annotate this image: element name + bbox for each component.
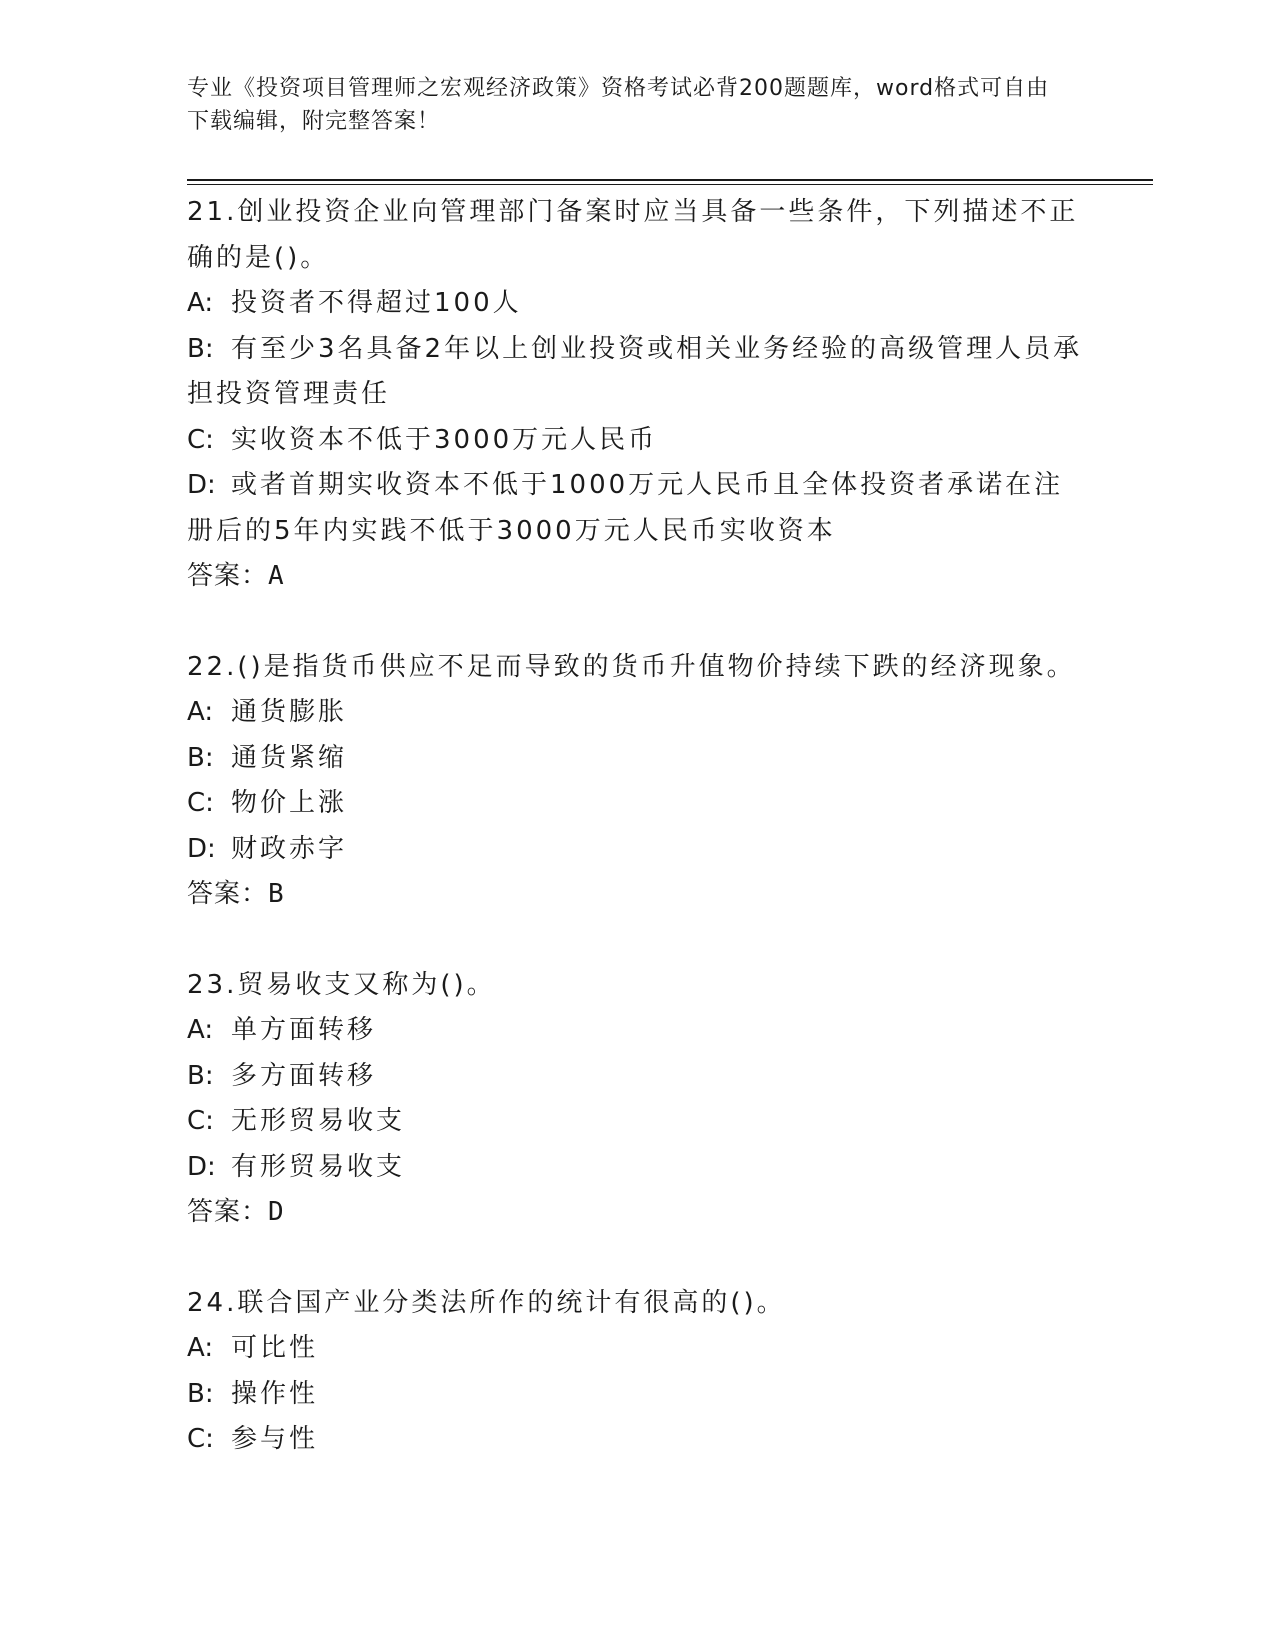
option-key: B: xyxy=(187,333,214,364)
option-b xyxy=(187,1054,1087,1100)
option-text: 多方面转移 xyxy=(231,1060,377,1091)
answer-label: 答案： xyxy=(187,561,269,591)
option-text: 有至少3名具备2年以上创业投资或相关业务经验的高级管理人员承担投资管理责任 xyxy=(187,333,1083,409)
option-key: B: xyxy=(187,1060,214,1091)
answer-line xyxy=(187,1190,1087,1236)
answer-label: 答案： xyxy=(187,879,269,909)
option-text: 通货膨胀 xyxy=(231,697,348,727)
answer-line xyxy=(187,554,1087,600)
option-d xyxy=(187,463,1087,554)
option-c xyxy=(187,781,1087,827)
question-stem: 23.贸易收支又称为()。 xyxy=(187,969,496,1000)
question-24 xyxy=(187,1281,1087,1463)
option-text: 单方面转移 xyxy=(231,1015,377,1045)
option-text: 可比性 xyxy=(231,1333,319,1363)
option-b xyxy=(187,327,1087,418)
option-key: B: xyxy=(187,1378,214,1409)
document-header: 专业《投资项目管理师之宏观经济政策》资格考试必背200题题库，word格式可自由下载编辑，附完整答案！ xyxy=(187,76,1050,134)
option-key: D: xyxy=(187,833,216,864)
question-stem: 21.创业投资企业向管理部门备案时应当具备一些条件，下列描述不正确的是()。 xyxy=(187,197,1079,273)
header-divider-thin xyxy=(187,184,1153,185)
answer-value: D xyxy=(268,1197,285,1227)
option-a xyxy=(187,690,1087,736)
option-key: A: xyxy=(187,1333,214,1363)
option-key: D: xyxy=(187,470,216,500)
option-text: 无形贸易收支 xyxy=(231,1106,406,1136)
option-c xyxy=(187,418,1087,464)
option-key: A: xyxy=(187,1015,214,1045)
option-text: 物价上涨 xyxy=(231,788,348,818)
option-key: A: xyxy=(187,288,214,318)
header-divider-thick xyxy=(187,179,1153,181)
answer-line xyxy=(187,872,1087,918)
option-text: 财政赤字 xyxy=(231,833,348,864)
option-key: C: xyxy=(187,1424,214,1454)
option-a xyxy=(187,1008,1087,1054)
option-key: A: xyxy=(187,697,214,727)
option-key: C: xyxy=(187,424,214,455)
option-text: 参与性 xyxy=(231,1424,319,1454)
option-d xyxy=(187,1145,1087,1191)
answer-value: A xyxy=(268,561,285,591)
question-21 xyxy=(187,190,1087,600)
option-text: 实收资本不低于3000万元人民币 xyxy=(231,424,658,455)
answer-label: 答案： xyxy=(187,1197,269,1227)
option-text: 操作性 xyxy=(231,1378,319,1409)
option-text: 通货紧缩 xyxy=(231,742,348,773)
option-text: 或者首期实收资本不低于1000万元人民币且全体投资者承诺在注册后的5年内实践不低于3000万元人民币实收资本 xyxy=(187,470,1064,546)
option-text: 有形贸易收支 xyxy=(231,1151,406,1182)
option-d xyxy=(187,827,1087,873)
option-b xyxy=(187,1372,1087,1418)
option-key: C: xyxy=(187,788,214,818)
answer-value: B xyxy=(268,879,285,909)
option-a xyxy=(187,281,1087,327)
option-b xyxy=(187,736,1087,782)
option-key: D: xyxy=(187,1151,216,1182)
question-stem: 22.()是指货币供应不足而导致的货币升值物价持续下跌的经济现象。 xyxy=(187,651,1076,682)
option-text: 投资者不得超过100人 xyxy=(231,288,522,318)
question-list xyxy=(187,190,1087,1508)
option-c xyxy=(187,1417,1087,1463)
option-key: C: xyxy=(187,1106,214,1136)
option-c xyxy=(187,1099,1087,1145)
option-a xyxy=(187,1326,1087,1372)
option-key: B: xyxy=(187,742,214,773)
question-23 xyxy=(187,963,1087,1236)
question-stem: 24.联合国产业分类法所作的统计有很高的()。 xyxy=(187,1287,786,1318)
question-22 xyxy=(187,645,1087,918)
